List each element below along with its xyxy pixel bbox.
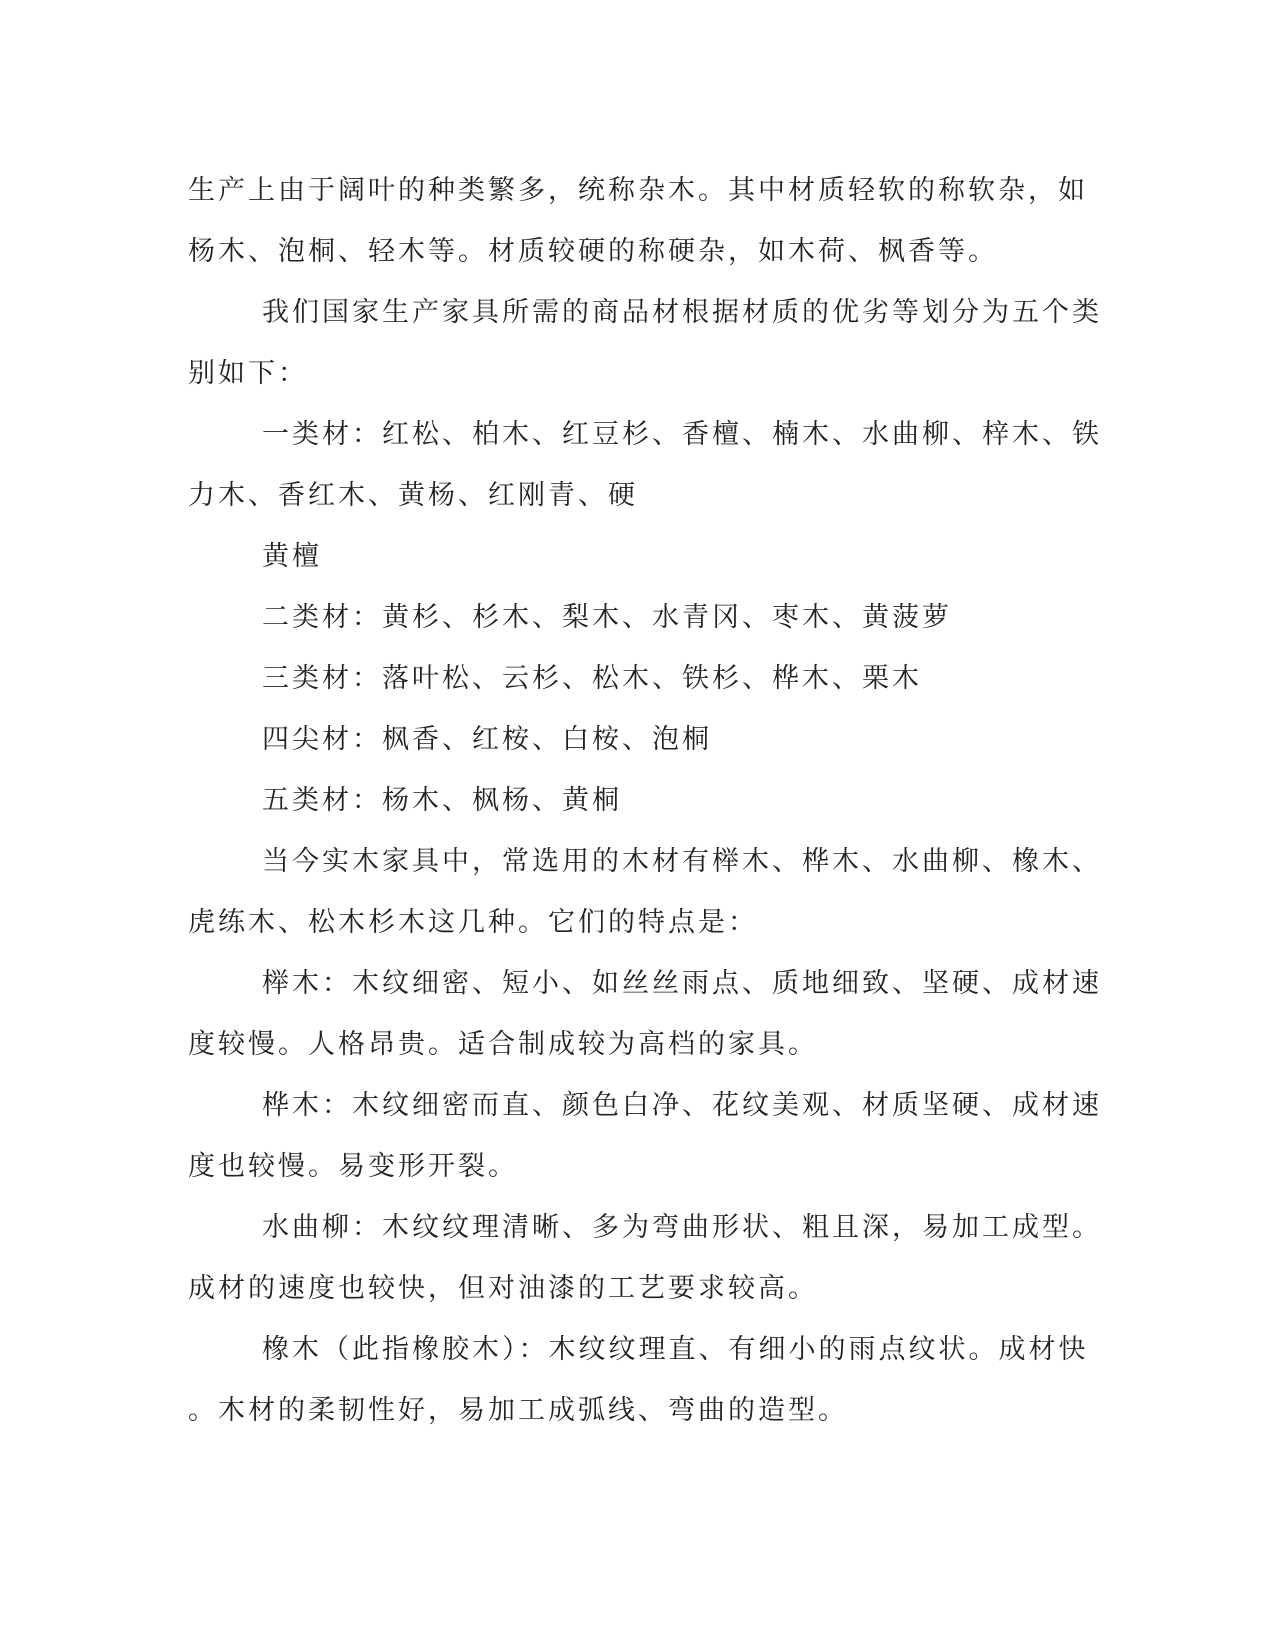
text-line: 生产上由于阔叶的种类繁多，统称杂木。其中材质轻软的称软杂，如 bbox=[188, 175, 1088, 206]
text-line: 一类材：红松、柏木、红豆杉、香檀、楠木、水曲柳、梓木、铁 bbox=[262, 419, 1102, 450]
text-line: 五类材：杨木、枫杨、黄桐 bbox=[262, 785, 622, 816]
text-line: 榉木：木纹细密、短小、如丝丝雨点、质地细致、坚硬、成材速 bbox=[262, 968, 1102, 999]
text-line: 三类材：落叶松、云杉、松木、铁杉、桦木、栗木 bbox=[262, 663, 922, 694]
text-line: 度较慢。人格昂贵。适合制成较为高档的家具。 bbox=[188, 1029, 818, 1060]
text-line: 二类材：黄杉、杉木、梨木、水青冈、枣木、黄菠萝 bbox=[262, 602, 952, 633]
document-body bbox=[188, 160, 1102, 1441]
text-line: 四尖材：枫香、红桉、白桉、泡桐 bbox=[262, 724, 712, 755]
text-line: 水曲柳：木纹纹理清晰、多为弯曲形状、粗且深，易加工成型。 bbox=[262, 1212, 1102, 1243]
text-line: 虎练木、松木杉木这几种。它们的特点是： bbox=[188, 907, 758, 938]
text-line: 成材的速度也较快，但对油漆的工艺要求较高。 bbox=[188, 1273, 818, 1304]
text-line: 力木、香红木、黄杨、红刚青、硬 bbox=[188, 480, 638, 511]
text-line: 桦木：木纹细密而直、颜色白净、花纹美观、材质坚硬、成材速 bbox=[262, 1090, 1102, 1121]
text-line: 别如下： bbox=[188, 358, 308, 389]
text-line: 杨木、泡桐、轻木等。材质较硬的称硬杂，如木荷、枫香等。 bbox=[188, 236, 998, 267]
text-line: 黄檀 bbox=[262, 541, 322, 572]
text-line: 当今实木家具中，常选用的木材有榉木、桦木、水曲柳、橡木、 bbox=[262, 846, 1102, 877]
text-line: 我们国家生产家具所需的商品材根据材质的优劣等划分为五个类 bbox=[262, 297, 1102, 328]
text-line: 橡木（此指橡胶木）：木纹纹理直、有细小的雨点纹状。成材快 bbox=[262, 1334, 1089, 1365]
text-line: 度也较慢。易变形开裂。 bbox=[188, 1151, 518, 1182]
text-line: 。木材的柔韧性好，易加工成弧线、弯曲的造型。 bbox=[188, 1395, 848, 1426]
